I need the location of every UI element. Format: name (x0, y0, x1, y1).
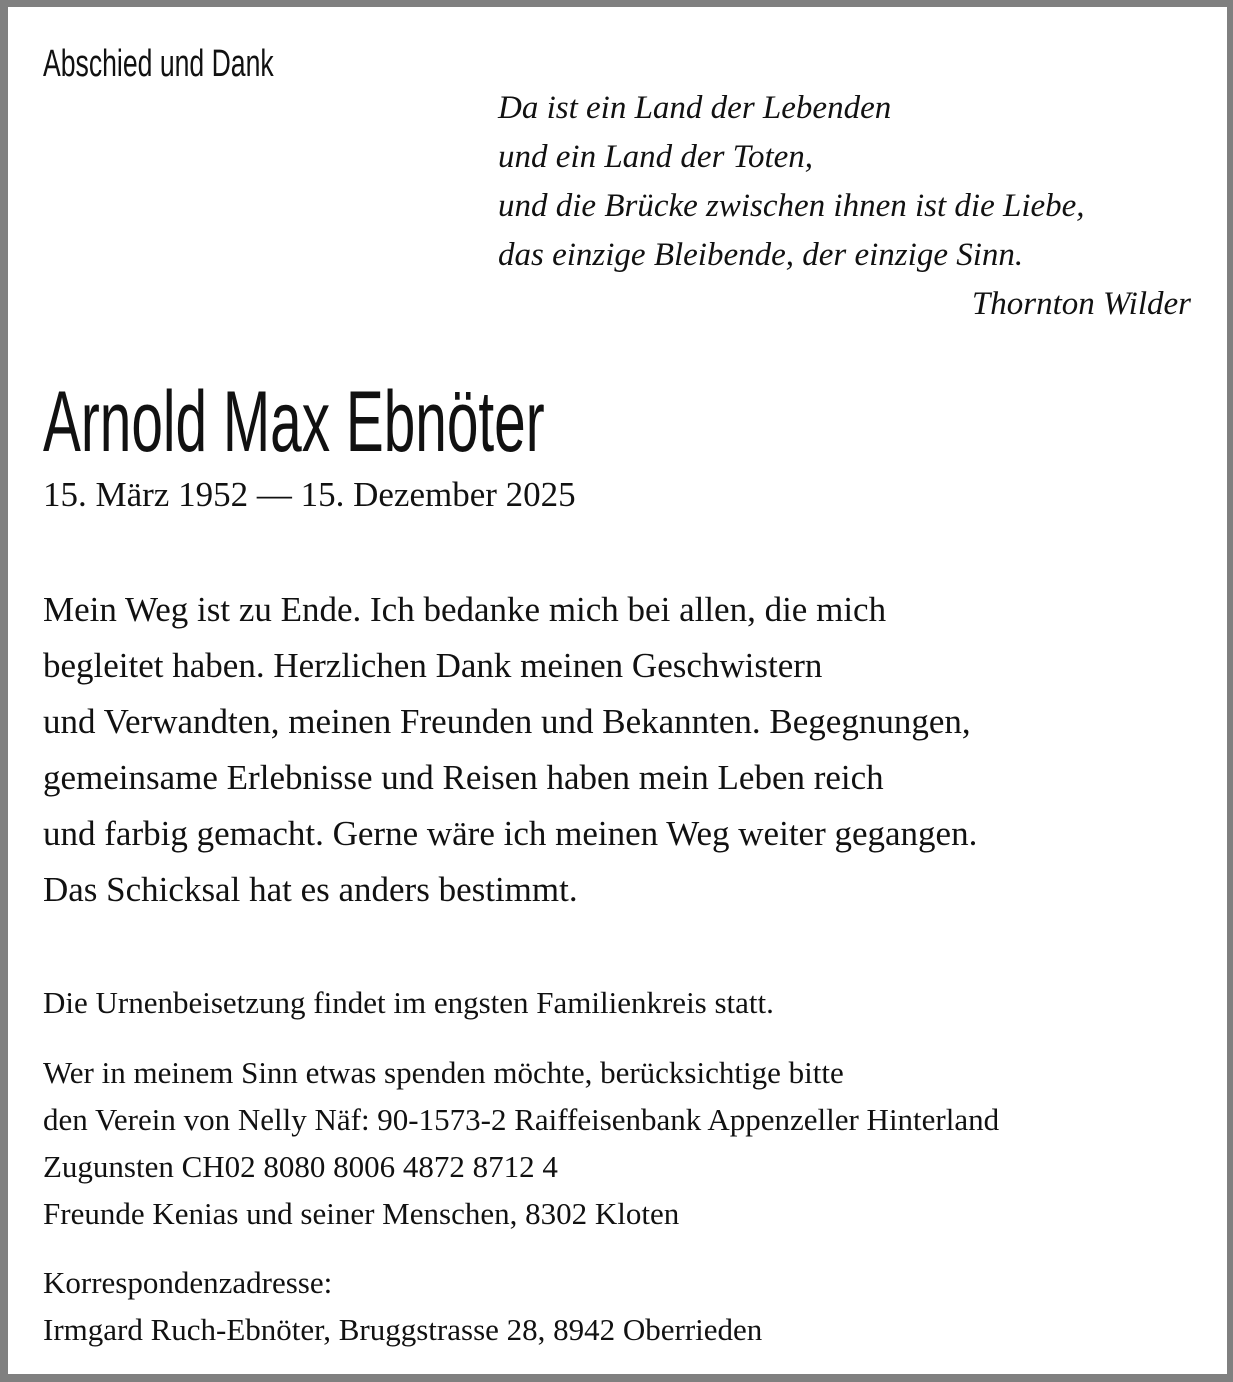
correspondence-address: Irmgard Ruch-Ebnöter, Bruggstrasse 28, 8942 Oberrieden (43, 1312, 763, 1347)
quote-line: Da ist ein Land der Lebenden (498, 90, 892, 126)
donation-line: Wer in meinem Sinn etwas spenden möchte, berücksichtige bitte (43, 1055, 844, 1090)
life-dates: 15. März 1952 — 15. Dezember 2025 (43, 475, 576, 514)
quote-line: und ein Land der Toten, (498, 139, 814, 175)
donation-line: Zugunsten CH02 8080 8006 4872 8712 4 (43, 1149, 558, 1184)
quote-line: das einzige Bleibende, der einzige Sinn. (498, 237, 1024, 273)
message-line: Mein Weg ist zu Ende. Ich bedanke mich bei allen, die mich (43, 590, 887, 629)
kicker-heading: Abschied und Dank (43, 43, 274, 85)
funeral-info: Die Urnenbeisetzung findet im engsten Familienkreis statt. (43, 985, 774, 1020)
donation-line: den Verein von Nelly Näf: 90-1573-2 Raiffeisenbank Appenzeller Hinterland (43, 1102, 1000, 1137)
message-line: begleitet haben. Herzlichen Dank meinen Geschwistern (43, 646, 823, 685)
obituary-notice (8, 7, 1227, 1374)
message-line: Das Schicksal hat es anders bestimmt. (43, 870, 578, 909)
donation-line: Freunde Kenias und seiner Menschen, 8302 Kloten (43, 1196, 680, 1231)
deceased-name: Arnold Max Ebnöter (43, 374, 545, 470)
quote-author: Thornton Wilder (971, 286, 1191, 322)
correspondence-label: Korrespondenzadresse: (43, 1265, 333, 1300)
quote-line: und die Brücke zwischen ihnen ist die Liebe, (498, 188, 1085, 224)
message-line: und Verwandten, meinen Freunden und Bekannten. Begegnungen, (43, 702, 971, 741)
message-line: gemeinsame Erlebnisse und Reisen haben mein Leben reich (43, 758, 884, 797)
message-line: und farbig gemacht. Gerne wäre ich meinen Weg weiter gegangen. (43, 814, 978, 853)
